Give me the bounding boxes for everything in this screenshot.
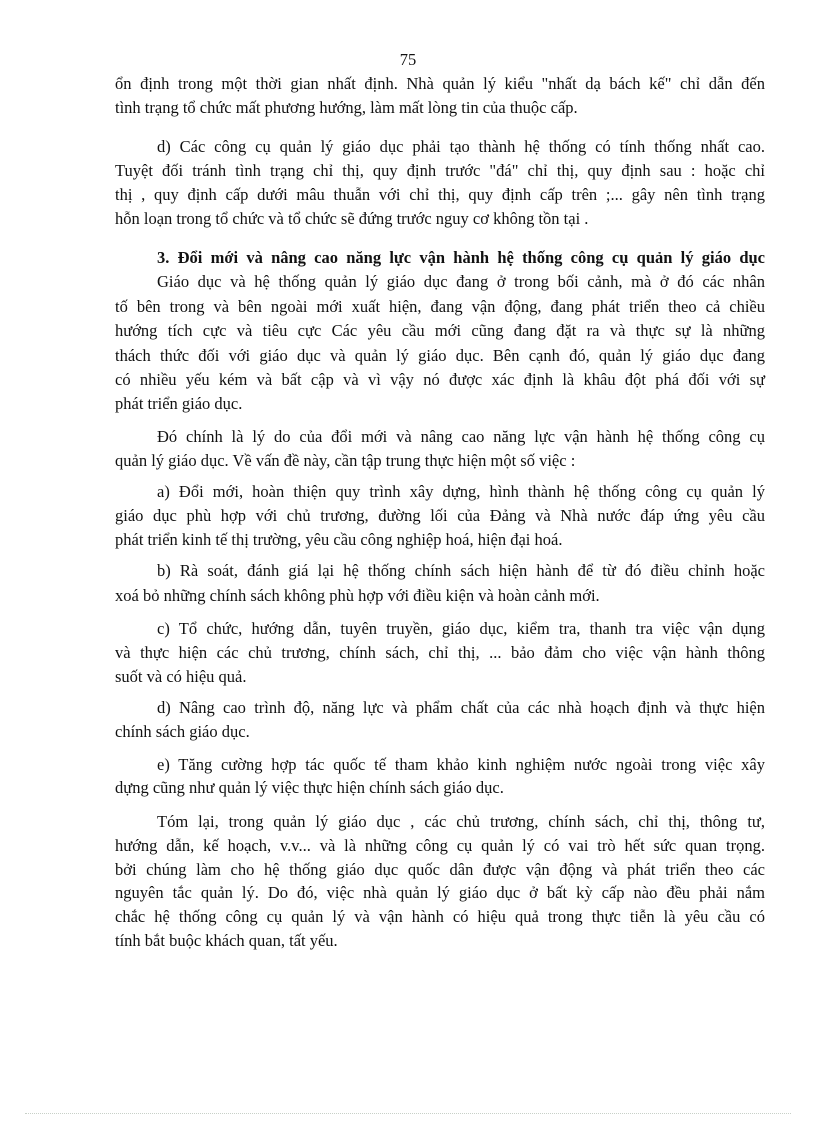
text-line: dựng cũng như quản lý việc thực hiện chính sách giáo dục. — [115, 778, 504, 797]
text-line: hướng tích cực và tiêu cực Các yêu cầu mới cũng đang đặt ra và thực sự là những — [115, 321, 765, 340]
text-line: chắc hệ thống công cụ quản lý và vận hành có hiệu quả trong thực tiễn là yêu cầu có — [115, 907, 765, 926]
text-line: e) Tăng cường hợp tác quốc tế tham khảo kinh nghiệm nước ngoài trong việc xây — [157, 755, 765, 774]
text-line: ổn định trong một thời gian nhất định. Nhà quản lý kiểu "nhất dạ bách kế" chỉ dẫn đến — [115, 74, 765, 93]
text-line: tố bên trong và bên ngoài mới xuất hiện, đang vận động, đang phát triển theo cả chiều — [115, 297, 765, 316]
text-line: Giáo dục và hệ thống quản lý giáo dục đang ở trong bối cảnh, mà ở đó các nhân — [157, 272, 765, 291]
text-line: Tuyệt đối tránh tình trạng chỉ thị, quy định trước "đá" chỉ thị, quy định sau : hoặc chỉ — [115, 161, 765, 180]
text-line: tính bắt buộc khách quan, tất yếu. — [115, 931, 338, 950]
text-line: giáo dục phù hợp với chủ trương, đường lối của Đảng và Nhà nước đáp ứng yêu cầu — [115, 506, 765, 525]
text-line: phát triển kinh tế thị trường, yêu cầu công nghiệp hoá, hiện đại hoá. — [115, 530, 563, 549]
text-line: bởi chúng làm cho hệ thống giáo dục quốc dân được vận động và phát triển theo các — [115, 860, 765, 879]
text-line: c) Tổ chức, hướng dẫn, tuyên truyền, giáo dục, kiểm tra, thanh tra việc vận dụng — [157, 619, 765, 638]
page-number: 75 — [399, 50, 417, 69]
text-line: có nhiều yếu kém và bất cập và vì vậy nó được xác định là khâu đột phá đối với sự — [115, 370, 765, 389]
text-line: hỗn loạn trong tổ chức và tổ chức sẽ đứng trước nguy cơ không tồn tại . — [115, 209, 589, 228]
text-line: thị , quy định cấp dưới mâu thuẫn với chỉ thị, quy định cấp trên ;... gây nên tình trạng — [115, 185, 765, 204]
text-line: hướng dẫn, kế hoạch, v.v... và là những công cụ quản lý có vai trò hết sức quan trọng. — [115, 836, 765, 855]
text-line: phát triển giáo dục. — [115, 394, 243, 413]
text-line: b) Rà soát, đánh giá lại hệ thống chính sách hiện hành để từ đó điều chỉnh hoặc — [157, 561, 765, 580]
text-line: a) Đổi mới, hoàn thiện quy trình xây dựng, hình thành hệ thống công cụ quản lý — [157, 482, 765, 501]
text-line: Tóm lại, trong quản lý giáo dục , các chủ trương, chính sách, chỉ thị, thông tư, — [157, 812, 765, 831]
text-line: d) Nâng cao trình độ, năng lực và phẩm chất của các nhà hoạch định và thực hiện — [157, 698, 765, 717]
text-line: xoá bỏ những chính sách không phù hợp với điều kiện và hoàn cảnh mới. — [115, 586, 600, 605]
section-heading: 3. Đổi mới và nâng cao năng lực vận hành hệ thống công cụ quản lý giáo dục — [157, 248, 765, 267]
text-line: và thực hiện các chủ trương, chính sách, chỉ thị, ... bảo đảm cho việc vận hành thông — [115, 643, 765, 662]
text-line: suốt và có hiệu quả. — [115, 667, 247, 686]
text-line: quản lý giáo dục. Về vấn đề này, cần tập trung thực hiện một số việc : — [115, 451, 576, 470]
text-line: Đó chính là lý do của đổi mới và nâng cao năng lực vận hành hệ thống công cụ — [157, 427, 765, 446]
text-line: d) Các công cụ quản lý giáo dục phải tạo thành hệ thống có tính thống nhất cao. — [157, 137, 765, 156]
text-line: tình trạng tổ chức mất phương hướng, làm mất lòng tin của thuộc cấp. — [115, 98, 578, 117]
text-line: nguyên tắc quản lý. Do đó, việc nhà quản lý giáo dục ở bất kỳ cấp nào đều phải nắm — [115, 883, 765, 902]
text-line: thách thức đối với giáo dục và quản lý giáo dục. Bên cạnh đó, quản lý giáo dục đang — [115, 346, 765, 365]
text-line: chính sách giáo dục. — [115, 722, 250, 741]
page-bottom-divider — [25, 1113, 791, 1114]
